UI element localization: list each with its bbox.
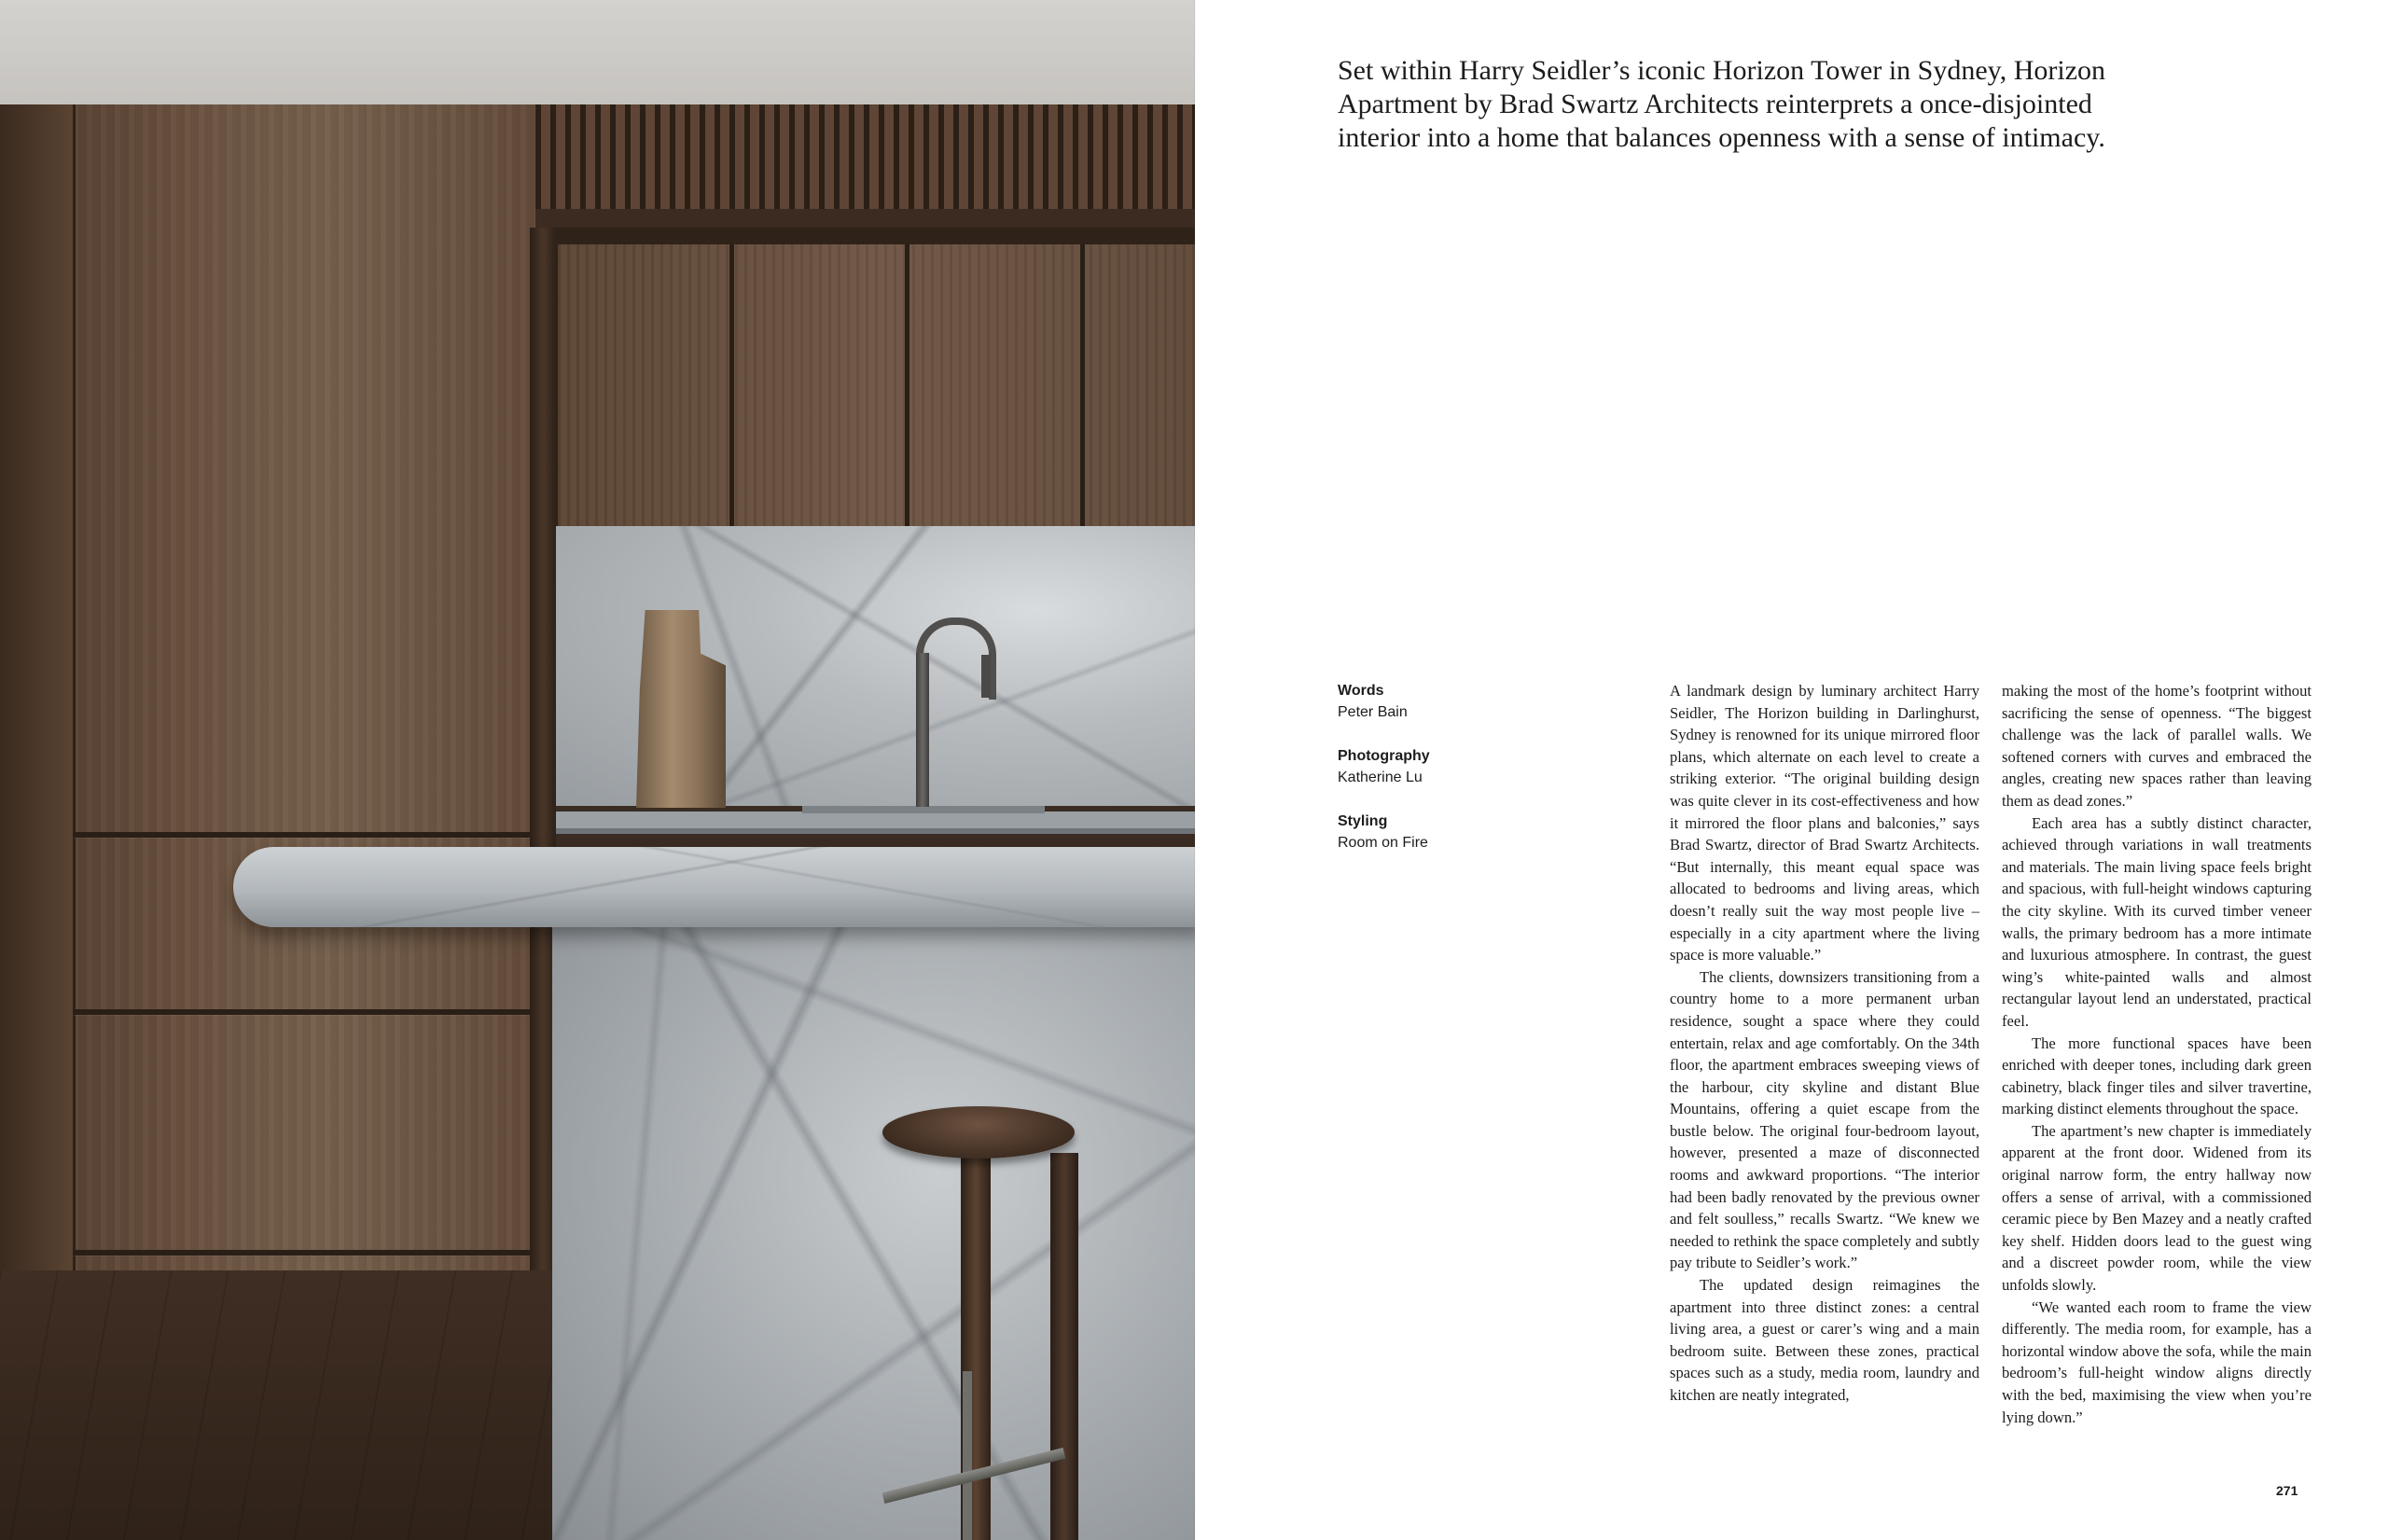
body-paragraph: The apartment’s new chapter is immediately apparent at the front door. Widened from its original narrow form, the entry hallway now offers a sense of arrival, with a commissioned ceramic piece by Ben Mazey and a neatly crafted key shelf. Hidden doors lead to the guest wing and a discreet powder room, while the view unfolds slowly. [2002, 1121, 2312, 1295]
slat-sill [535, 209, 1195, 228]
marble-island-top [233, 847, 1195, 927]
credit-label: Styling [1338, 813, 1388, 829]
marble-island [552, 927, 1195, 1540]
credit-photography [1338, 746, 1617, 789]
upper-cabinets [558, 244, 1195, 526]
credit-value: Peter Bain [1338, 704, 1408, 720]
body-column-2 [2002, 680, 2312, 1428]
credit-label: Words [1338, 683, 1384, 699]
page-gutter [1194, 0, 1196, 1540]
rear-benchtop [550, 812, 1195, 834]
credits [1338, 681, 1617, 877]
timber-slats [535, 104, 1195, 209]
stool-footrest-pole [963, 1371, 972, 1540]
cabinet-seam [73, 832, 535, 838]
tap-spout [981, 655, 991, 698]
stool-seat [882, 1106, 1075, 1158]
timber-panel-edge [0, 104, 76, 1270]
sink [802, 806, 1045, 813]
timber-floor [0, 1270, 560, 1540]
cabinet-seam [73, 1009, 535, 1015]
body-paragraph: making the most of the home’s footprint without sacrificing the sense of openness. “The biggest challenge was the lack of parallel walls. We softened corners with curves and embraced the angles, creating new spaces rather than leaving them as dead zones.” [2002, 682, 2312, 810]
body-paragraph: Each area has a subtly distinct character, achieved through variations in wall treatments and materials. The main living space feels bright and spacious, with full-height windows capturing the city skyline. With its curved timber veneer walls, the primary bedroom has a more intimate and luxurious atmosphere. In contrast, the guest wing’s white-painted walls and almost rectangular layout lend an understated, practical feel. [2002, 813, 2312, 1030]
body-paragraph: The clients, downsizers transitioning from a country home to a more permanent urban residence, sought a space where they could entertain, relax and age comfortably. On the 34th floor, the apartment embraces sweeping views of the harbour, city skyline and distant Blue Mountains, offering a quiet escape from the bustle below. The original four-bedroom layout, however, presented a maze of disconnected rooms and awkward proportions. “The interior had been badly renovated by the previous owner and felt soulless,” recalls Swartz. “We knew we needed to rethink the space completely and subtly pay tribute to Seidler’s work.” [1670, 967, 1979, 1272]
credit-words [1338, 681, 1617, 724]
body-column-1 [1670, 680, 1979, 1407]
credit-styling [1338, 812, 1617, 854]
cabinet-seam [73, 1250, 535, 1256]
credit-value: Room on Fire [1338, 835, 1428, 851]
body-paragraph: The more functional spaces have been enriched with deeper tones, including dark green cabinetry, black finger tiles and silver travertine, marking distinct elements throughout the space. [2002, 1034, 2312, 1118]
credit-label: Photography [1338, 748, 1430, 764]
tap-body [916, 653, 929, 807]
body-paragraph: “We wanted each room to frame the view differently. The media room, for example, has a horizontal window above the sofa, while the main bedroom’s full-height window aligns directly with the bed, maximising the view when you’re lying down.” [2002, 1297, 2312, 1426]
standfirst: Set within Harry Seidler’s iconic Horizon Tower in Sydney, Horizon Apartment by Brad Swartz Architects reinterprets a once-disjointed interior into a home that balances openness with a sense of intimacy. [1338, 55, 2106, 153]
body-paragraph: The updated design reimagines the apartment into three distinct zones: a central living area, a guest or carer’s wing and a main bedroom suite. Between these zones, practical spaces such as a study, media room, laundry and kitchen are neatly integrated, [1670, 1276, 1979, 1404]
timber-wall-cabinetry [0, 104, 541, 1270]
ceiling [0, 0, 1195, 104]
credit-value: Katherine Lu [1338, 770, 1423, 785]
body-paragraph: A landmark design by luminary architect Harry Seidler, The Horizon building in Darlinghurst, Sydney is renowned for its unique mirrored floor plans, which alternate on each level to create a striking exterior. “The original building design was quite clever in its cost-effectiveness and how it mirrored the floor plans and balconies,” says Brad Swartz, director of Brad Swartz Architects. “But internally, this meant equal space was allocated to bedrooms and living areas, which doesn’t really suit the way most people live – especially in a city apartment where the living space is more valuable.” [1670, 682, 1979, 964]
page-number: 271 [2276, 1483, 2298, 1498]
stool-leg [1050, 1153, 1078, 1540]
